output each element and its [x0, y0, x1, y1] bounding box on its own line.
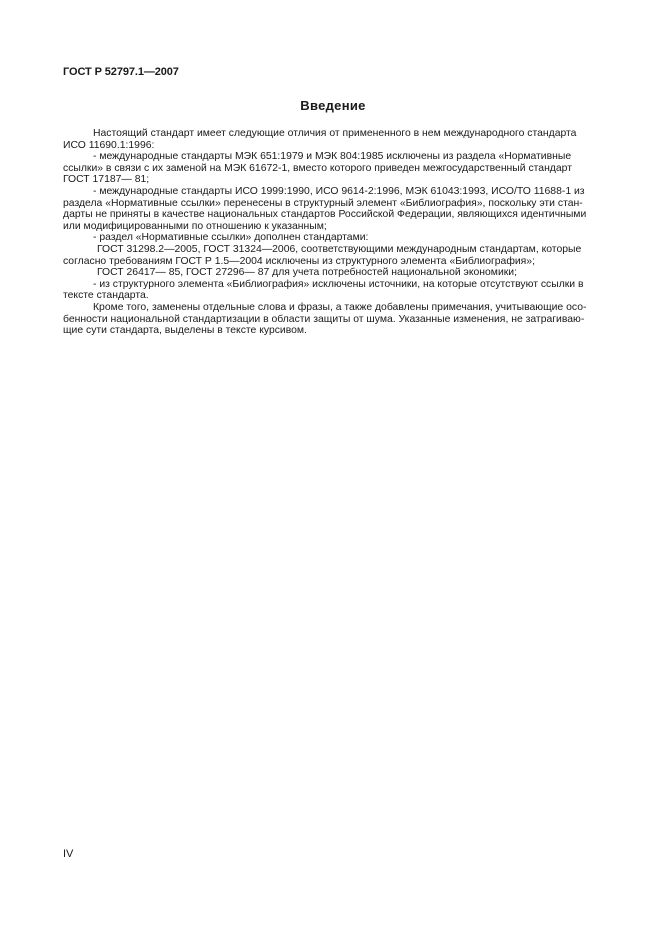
- text-line: - международные стандарты ИСО 1999:1990, ИСО 9614-2:1996, МЭК 61043:1993, ИСО/ТО 11688-1 из: [93, 185, 585, 197]
- text-line: щие сути стандарта, выделены в тексте курсивом.: [63, 325, 307, 337]
- text-line: согласно требованиям ГОСТ Р 1.5—2004 исключены из структурного элемента «Библиография»;: [63, 255, 535, 267]
- text-line: ГОСТ 31298.2—2005, ГОСТ 31324—2006, соответствующими международным стандартам, которые: [97, 243, 582, 255]
- text-line: Настоящий стандарт имеет следующие отличия от примененного в нем международного стандарта: [93, 128, 577, 139]
- text-line: Кроме того, заменены отдельные слова и фразы, а также добавлены примечания, учитывающие осо-: [93, 301, 587, 313]
- text-line: ссылки» в связи с их заменой на МЭК 61672-1, вместо которого приведен межгосударственный стандарт: [63, 162, 572, 174]
- text-line: ИСО 11690.1:1996:: [63, 139, 155, 151]
- text-line: бенности национальной стандартизации в области защиты от шума. Указанные изменения, не затрагиваю-: [63, 313, 585, 325]
- text-line: тексте стандарта.: [63, 290, 149, 302]
- text-line: - раздел «Нормативные ссылки» дополнен стандартами:: [93, 232, 369, 244]
- text-line: - международные стандарты МЭК 651:1979 и МЭК 804:1985 исключены из раздела «Нормативные: [93, 151, 572, 163]
- text-line: или модифицированными по отношению к указанным;: [63, 220, 327, 232]
- text-line: - из структурного элемента «Библиография» исключены источники, на которые отсутствуют ссылки в: [93, 278, 584, 290]
- page-number: IV: [63, 848, 74, 860]
- standard-code: ГОСТ Р 52797.1—2007: [63, 66, 179, 78]
- introduction-body: [63, 128, 603, 337]
- text-line: дарты не приняты в качестве национальных стандартов Российской Федерации, являющихся идентичными: [63, 209, 587, 221]
- text-line: ГОСТ 26417— 85, ГОСТ 27296— 87 для учета потребностей национальной экономики;: [97, 267, 517, 279]
- text-line: раздела «Нормативные ссылки» перенесены в структурный элемент «Библиография», поскольку эти стан-: [63, 197, 583, 209]
- text-line: ГОСТ 17187— 81;: [63, 174, 150, 186]
- section-title: Введение: [300, 98, 366, 113]
